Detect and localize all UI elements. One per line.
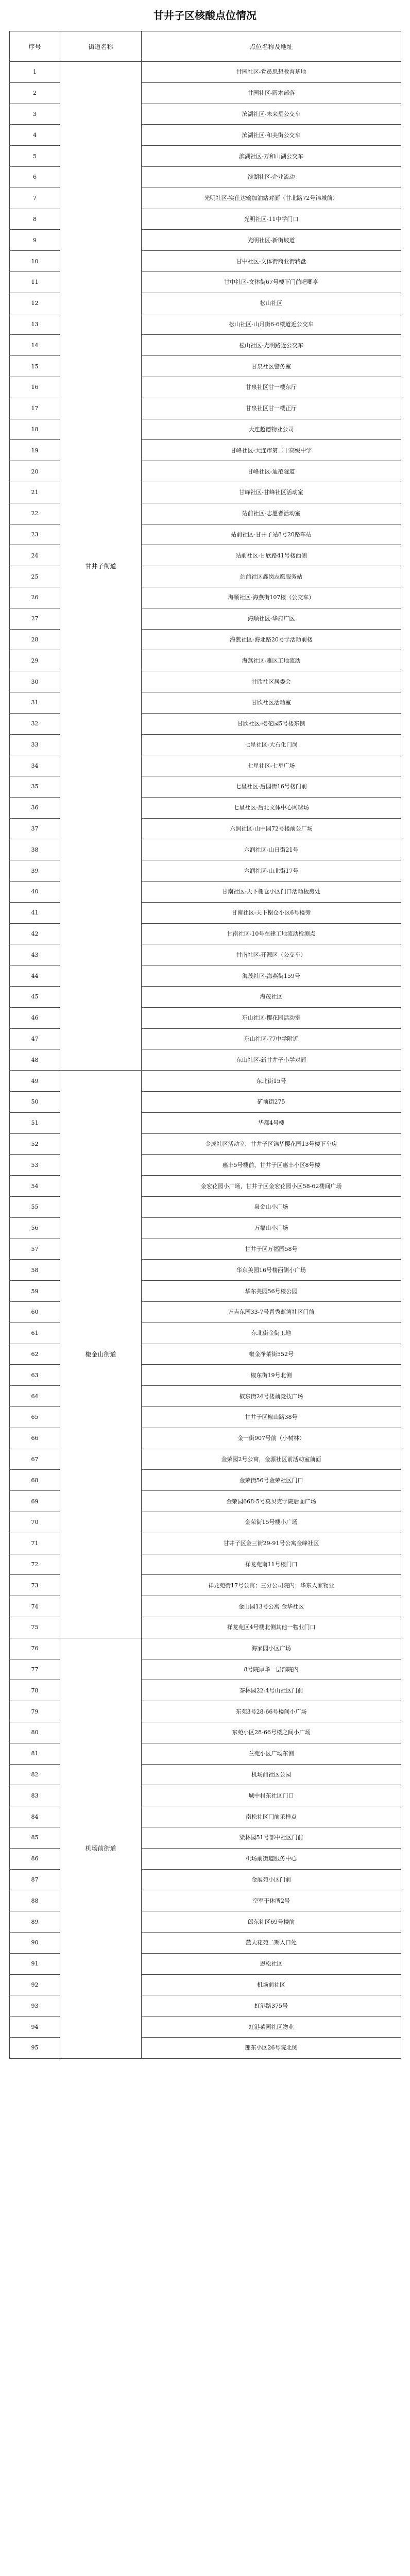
site-name: 兰苑小区广场东侧 (142, 1743, 401, 1764)
row-number: 49 (10, 1071, 60, 1092)
site-name: 东苑小区28-66号楼之间小广场 (142, 1722, 401, 1743)
site-name: 空军干休所2号 (142, 1890, 401, 1911)
row-number: 29 (10, 650, 60, 671)
table-header-row (10, 31, 401, 62)
site-name: 矿前街275 (142, 1092, 401, 1113)
row-number: 62 (10, 1344, 60, 1365)
row-number: 53 (10, 1155, 60, 1176)
row-number: 27 (10, 608, 60, 629)
site-name: 椒金净菜街552号 (142, 1344, 401, 1365)
row-number: 28 (10, 629, 60, 650)
site-name: 甘峰社区-大连市第二十高级中学 (142, 440, 401, 461)
site-name: 东山社区-77中学附近 (142, 1028, 401, 1049)
row-number: 21 (10, 482, 60, 503)
site-name: 东山社区-新甘井子小学对面 (142, 1049, 401, 1071)
row-number: 87 (10, 1869, 60, 1890)
site-name: 甘中社区-文体街商业街转盘 (142, 251, 401, 272)
site-name: 甘泉社区警务室 (142, 356, 401, 377)
site-name: 海茂社区 (142, 987, 401, 1008)
site-name: 惠丰5号楼前，甘井子区惠丰小区8号楼 (142, 1155, 401, 1176)
row-number: 68 (10, 1470, 60, 1491)
row-number: 85 (10, 1827, 60, 1848)
row-number: 60 (10, 1302, 60, 1323)
site-name: 机场前社区公园 (142, 1764, 401, 1785)
site-name: 梁林园51号部中社区门前 (142, 1827, 401, 1848)
site-name: 七星社区-后园街16号楼门前 (142, 776, 401, 798)
row-number: 24 (10, 545, 60, 566)
site-name: 祥龙苑南11号楼门口 (142, 1554, 401, 1575)
row-number: 18 (10, 419, 60, 440)
site-name: 虹港路375号 (142, 1995, 401, 2016)
site-name: 海燕社区-雅区工地流动 (142, 650, 401, 671)
row-number: 70 (10, 1512, 60, 1533)
row-number: 12 (10, 293, 60, 314)
row-number: 83 (10, 1785, 60, 1806)
row-number: 2 (10, 82, 60, 104)
site-name: 甘园社区-圆木部落 (142, 82, 401, 104)
row-number: 1 (10, 62, 60, 83)
site-name: 甘井子区椒山路38号 (142, 1407, 401, 1428)
row-number: 92 (10, 1974, 60, 1995)
site-name: 华都4号楼 (142, 1112, 401, 1133)
site-name: 六润社区-山中园72号楼前公厂场 (142, 818, 401, 839)
site-name: 泉金山小广场 (142, 1197, 401, 1218)
row-number: 16 (10, 377, 60, 398)
row-number: 81 (10, 1743, 60, 1764)
street-name: 机场前街道 (60, 1638, 142, 2058)
row-number: 25 (10, 566, 60, 587)
row-number: 71 (10, 1533, 60, 1554)
row-number: 51 (10, 1112, 60, 1133)
row-number: 67 (10, 1449, 60, 1470)
row-number: 4 (10, 125, 60, 146)
site-name: 海燕社区-海北路20号学活动前楼 (142, 629, 401, 650)
row-number: 35 (10, 776, 60, 798)
site-name: 滨湖社区-万和山湖公交车 (142, 146, 401, 167)
site-name: 蓝天花苑二期入口处 (142, 1932, 401, 1953)
row-number: 31 (10, 692, 60, 713)
row-number: 43 (10, 944, 60, 965)
row-number: 72 (10, 1554, 60, 1575)
site-name: 站前社区-甘井子站8号20路车站 (142, 524, 401, 545)
row-number: 74 (10, 1596, 60, 1617)
row-number: 3 (10, 104, 60, 125)
site-name: 东山社区-樱花园活动室 (142, 1007, 401, 1028)
row-number: 46 (10, 1007, 60, 1028)
site-name: 恩松社区 (142, 1953, 401, 1974)
site-name: 甘园社区-党员思想教育基地 (142, 62, 401, 83)
row-number: 77 (10, 1659, 60, 1680)
site-name: 甘峰社区-甘峰社区活动室 (142, 482, 401, 503)
site-name: 海顺社区-海燕街107楼（公交车） (142, 587, 401, 608)
testing-sites-table (9, 31, 401, 2059)
site-name: 光明社区-新街坡道 (142, 230, 401, 251)
row-number: 94 (10, 2016, 60, 2038)
row-number: 44 (10, 965, 60, 987)
row-number: 45 (10, 987, 60, 1008)
row-number: 55 (10, 1197, 60, 1218)
row-number: 50 (10, 1092, 60, 1113)
site-name: 金荣街56号金荣社区门口 (142, 1470, 401, 1491)
row-number: 9 (10, 230, 60, 251)
site-name: 光明社区-11中学门口 (142, 209, 401, 230)
row-number: 57 (10, 1239, 60, 1260)
site-name: 金宏花园小广场，甘井子区金宏花园小区58-62楼间广场 (142, 1176, 401, 1197)
row-number: 56 (10, 1217, 60, 1239)
site-name: 金一街907号前（小树林） (142, 1428, 401, 1449)
row-number: 23 (10, 524, 60, 545)
row-number: 5 (10, 146, 60, 167)
site-name: 滨湖社区-未来星公交车 (142, 104, 401, 125)
row-number: 86 (10, 1848, 60, 1869)
site-name: 甘泉社区甘一楼东厅 (142, 377, 401, 398)
row-number: 8 (10, 209, 60, 230)
row-number: 7 (10, 188, 60, 209)
table-row (10, 62, 401, 83)
site-name: 南松社区门前采样点 (142, 1806, 401, 1827)
site-name: 海顺社区-华府广区 (142, 608, 401, 629)
row-number: 39 (10, 860, 60, 882)
site-name: 甘井子区金三街29-91号公寓金峰社区 (142, 1533, 401, 1554)
row-number: 26 (10, 587, 60, 608)
row-number: 95 (10, 2037, 60, 2058)
site-name: 站前社区-甘欣路41号楼西侧 (142, 545, 401, 566)
site-name: 万福山小广场 (142, 1217, 401, 1239)
site-name: 滨湖社区-和美街公交车 (142, 125, 401, 146)
row-number: 36 (10, 797, 60, 818)
page-title: 甘井子区核酸点位情况 (153, 9, 257, 22)
site-name: 椒东街24号楼前竞技广场 (142, 1386, 401, 1407)
row-number: 89 (10, 1911, 60, 1933)
row-number: 61 (10, 1323, 60, 1344)
site-name: 祥龙苑区4号楼北侧其他一物业门口 (142, 1617, 401, 1638)
row-number: 78 (10, 1680, 60, 1701)
row-number: 80 (10, 1722, 60, 1743)
site-name: 金成社区活动室，甘井子区锦华樱花园13号楼下车房 (142, 1133, 401, 1155)
site-name: 松山社区 (142, 293, 401, 314)
site-name: 虹港菜园社区物业 (142, 2016, 401, 2038)
row-number: 59 (10, 1281, 60, 1302)
site-name: 东北街15号 (142, 1071, 401, 1092)
site-name: 甘南社区-10号在建工地流动检测点 (142, 923, 401, 944)
site-name: 椒东街19号北侧 (142, 1365, 401, 1386)
header-street: 街道名称 (60, 31, 142, 62)
row-number: 91 (10, 1953, 60, 1974)
row-number: 88 (10, 1890, 60, 1911)
row-number: 66 (10, 1428, 60, 1449)
row-number: 11 (10, 272, 60, 293)
table-body (10, 62, 401, 2059)
site-name: 光明社区-实仕达输加油站对面（甘北路72号锦城前） (142, 188, 401, 209)
row-number: 19 (10, 440, 60, 461)
site-name: 七星社区-七星广场 (142, 755, 401, 776)
row-number: 33 (10, 734, 60, 755)
row-number: 69 (10, 1491, 60, 1512)
header-no: 序号 (10, 31, 60, 62)
row-number: 42 (10, 923, 60, 944)
row-number: 32 (10, 713, 60, 734)
site-name: 华东美园56号楼公园 (142, 1281, 401, 1302)
site-name: 甘井子区万福园58号 (142, 1239, 401, 1260)
site-name: 松山社区-光明路近公交车 (142, 335, 401, 356)
site-name: 松山社区-山月街6-6楼道近公交车 (142, 314, 401, 335)
table-row (10, 1071, 401, 1092)
site-name: 甘南社区-开源区（公交车） (142, 944, 401, 965)
row-number: 79 (10, 1701, 60, 1722)
row-number: 41 (10, 902, 60, 923)
row-number: 20 (10, 461, 60, 482)
row-number: 38 (10, 839, 60, 860)
row-number: 30 (10, 671, 60, 692)
row-number: 82 (10, 1764, 60, 1785)
site-name: 海茂社区-海燕街159号 (142, 965, 401, 987)
row-number: 6 (10, 166, 60, 188)
site-name: 大连超德物业公司 (142, 419, 401, 440)
row-number: 63 (10, 1365, 60, 1386)
row-number: 34 (10, 755, 60, 776)
site-name: 郎东社区69号楼前 (142, 1911, 401, 1933)
row-number: 14 (10, 335, 60, 356)
site-name: 站前社区鑫岗志愿服务站 (142, 566, 401, 587)
row-number: 90 (10, 1932, 60, 1953)
row-number: 37 (10, 818, 60, 839)
site-name: 六润社区-山日街21号 (142, 839, 401, 860)
row-number: 84 (10, 1806, 60, 1827)
row-number: 40 (10, 882, 60, 903)
site-name: 金展苑小区门前 (142, 1869, 401, 1890)
row-number: 93 (10, 1995, 60, 2016)
street-name: 椒金山街道 (60, 1071, 142, 1638)
row-number: 58 (10, 1260, 60, 1281)
site-name: 机场前社区 (142, 1974, 401, 1995)
site-name: 六润社区-山北街17号 (142, 860, 401, 882)
site-name: 滨湖社区-企业流动 (142, 166, 401, 188)
site-name: 金山园13号公寓 金华社区 (142, 1596, 401, 1617)
table-row (10, 1638, 401, 1659)
site-name: 8号院厚华一层部院内 (142, 1659, 401, 1680)
row-number: 13 (10, 314, 60, 335)
site-name: 机场前街道服务中心 (142, 1848, 401, 1869)
row-number: 10 (10, 251, 60, 272)
site-name: 七星社区-大石化门岗 (142, 734, 401, 755)
street-name: 甘井子街道 (60, 62, 142, 1071)
site-name: 甘欣社区活动室 (142, 692, 401, 713)
site-name: 甘泉社区甘一楼正厅 (142, 398, 401, 419)
site-name: 金荣园668-5号莫贝克学院后面广场 (142, 1491, 401, 1512)
site-name: 祥龙苑街17号公寓；三分公司院内；华东人家物业 (142, 1575, 401, 1596)
row-number: 76 (10, 1638, 60, 1659)
site-name: 金荣园2号公寓，金源社区前活动室前面 (142, 1449, 401, 1470)
site-name: 东北街金街工地 (142, 1323, 401, 1344)
site-name: 甘峰社区-迪范隧道 (142, 461, 401, 482)
site-name: 金荣街15号楼小广场 (142, 1512, 401, 1533)
row-number: 17 (10, 398, 60, 419)
site-name: 甘欣社区-樱花园5号楼东侧 (142, 713, 401, 734)
row-number: 22 (10, 503, 60, 524)
site-name: 七星社区-后北文体中心网球场 (142, 797, 401, 818)
site-name: 站前社区-志愿者活动室 (142, 503, 401, 524)
row-number: 65 (10, 1407, 60, 1428)
site-name: 甘中社区-文体街67号楼下门前吧唧亭 (142, 272, 401, 293)
row-number: 15 (10, 356, 60, 377)
row-number: 75 (10, 1617, 60, 1638)
site-name: 华东美园16号楼西侧小广场 (142, 1260, 401, 1281)
row-number: 73 (10, 1575, 60, 1596)
row-number: 64 (10, 1386, 60, 1407)
header-site: 点位名称及地址 (142, 31, 401, 62)
row-number: 52 (10, 1133, 60, 1155)
site-name: 万吉东园33-7号青秀蓝湾社区门前 (142, 1302, 401, 1323)
site-name: 甘南社区-天下榭仓小区门口活动板房处 (142, 882, 401, 903)
site-name: 郎东小区26号院北侧 (142, 2037, 401, 2058)
site-name: 茶林园22-4号山社区门前 (142, 1680, 401, 1701)
row-number: 48 (10, 1049, 60, 1071)
row-number: 54 (10, 1176, 60, 1197)
site-name: 甘南社区-天下榭仓小区6号楼旁 (142, 902, 401, 923)
row-number: 47 (10, 1028, 60, 1049)
site-name: 城中村东社区门口 (142, 1785, 401, 1806)
site-name: 海家园小区广场 (142, 1638, 401, 1659)
site-name: 东苑3号28-66号楼间小广场 (142, 1701, 401, 1722)
site-name: 甘欣社区居委会 (142, 671, 401, 692)
